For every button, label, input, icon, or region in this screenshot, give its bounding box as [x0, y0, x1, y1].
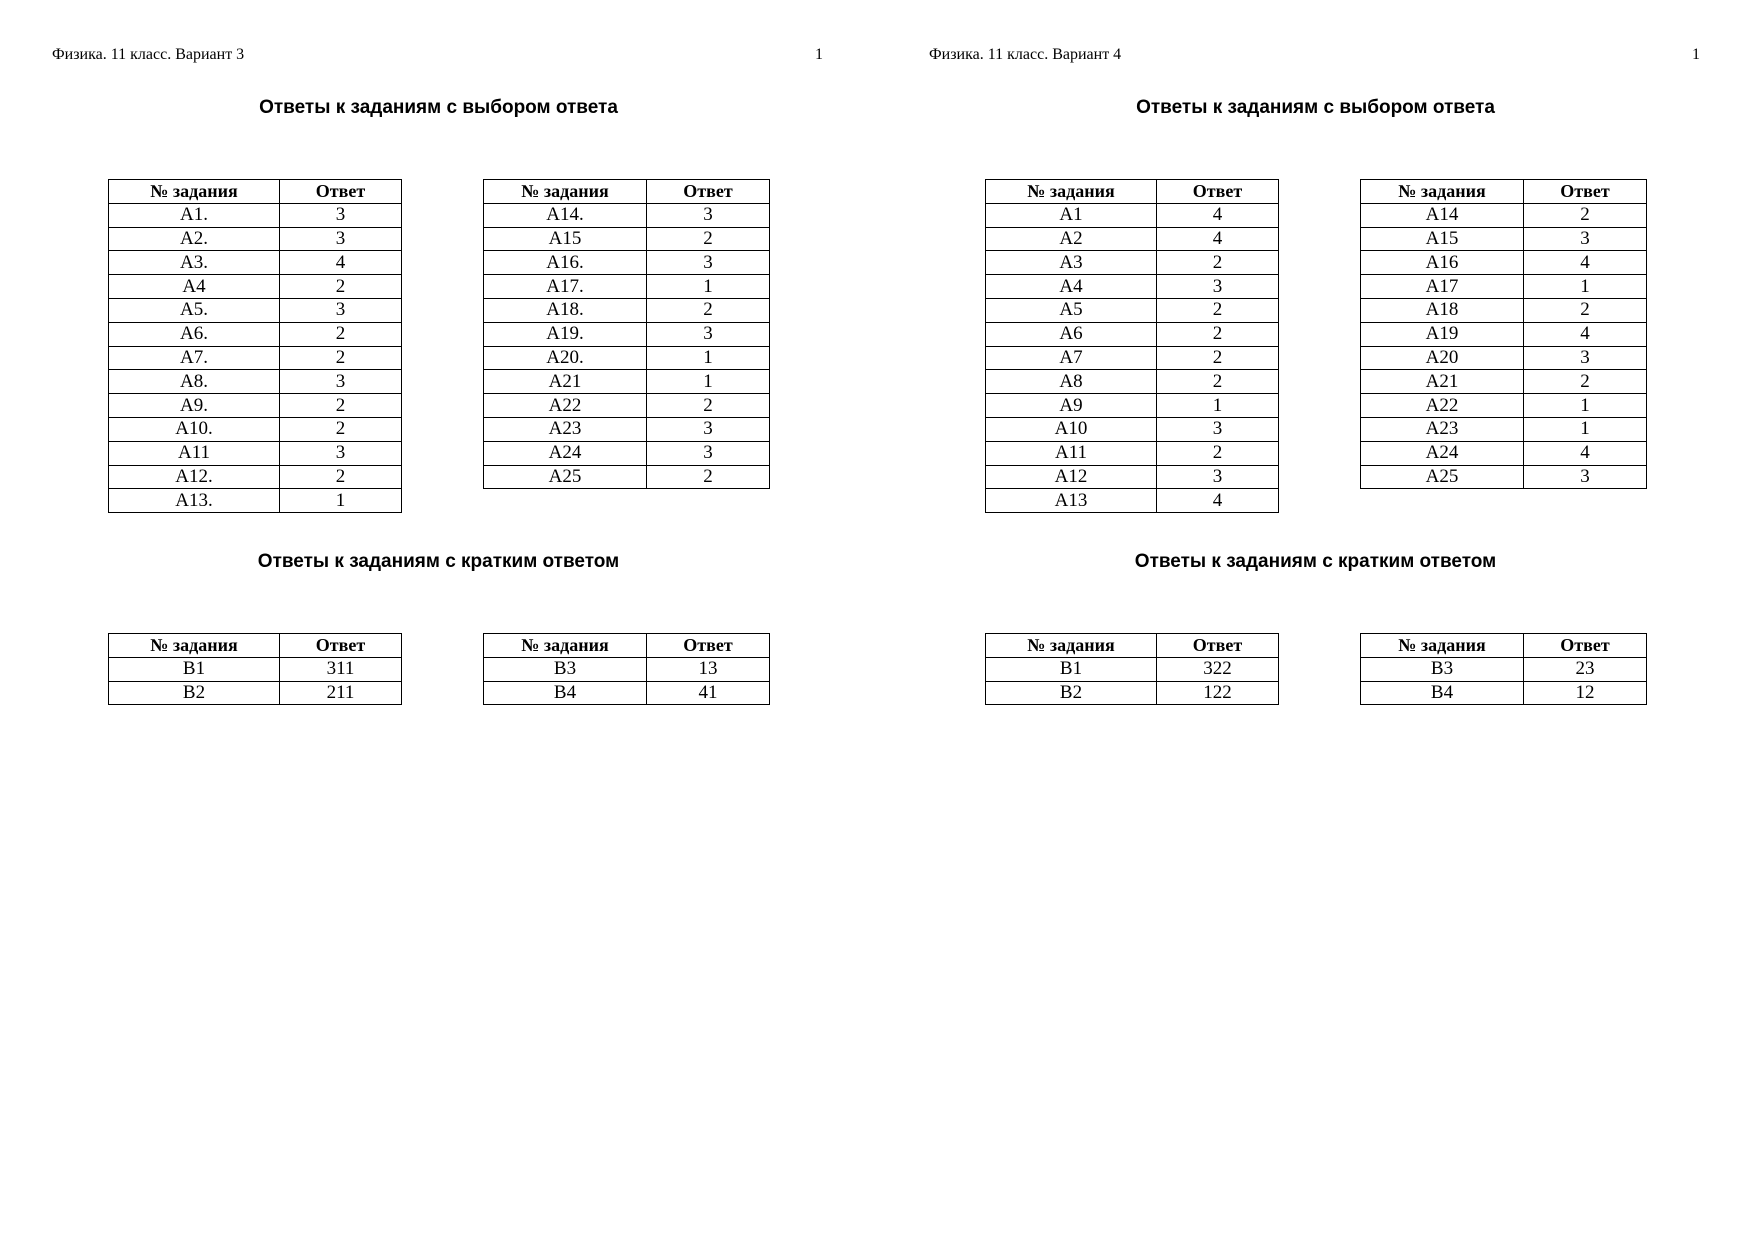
task-number-cell: А21 [1361, 370, 1524, 394]
table-row [109, 298, 402, 322]
table-row [1361, 681, 1647, 705]
answer-cell: 2 [280, 465, 402, 489]
table-row [484, 657, 770, 681]
task-number-cell: А20. [484, 346, 647, 370]
answer-cell: 2 [1157, 251, 1279, 275]
column-header-answer: Ответ [1157, 180, 1279, 204]
table-row [484, 203, 770, 227]
answer-cell: 2 [280, 322, 402, 346]
table-header-row [484, 634, 770, 658]
answer-cell: 2 [1524, 203, 1647, 227]
table-row [1361, 322, 1647, 346]
task-number-cell: А2 [986, 227, 1157, 251]
answers-table-b-part2 [1360, 633, 1647, 705]
task-number-cell: А4 [986, 275, 1157, 299]
answer-cell: 311 [280, 657, 402, 681]
table-row [986, 322, 1279, 346]
answer-cell: 3 [647, 251, 770, 275]
table-row [986, 657, 1279, 681]
column-header-task: № задания [484, 180, 647, 204]
task-number-cell: А15 [484, 227, 647, 251]
table-row [986, 465, 1279, 489]
table-row [109, 417, 402, 441]
column-header-task: № задания [986, 634, 1157, 658]
table-row [1361, 441, 1647, 465]
column-header-task: № задания [109, 634, 280, 658]
column-header-answer: Ответ [280, 634, 402, 658]
column-header-answer: Ответ [1524, 634, 1647, 658]
column-header-task: № задания [1361, 180, 1524, 204]
answer-cell: 3 [1157, 275, 1279, 299]
answers-table-a-part1 [108, 179, 402, 513]
task-number-cell: А19. [484, 322, 647, 346]
table-row [484, 275, 770, 299]
task-number-cell: А25 [484, 465, 647, 489]
column-header-answer: Ответ [1157, 634, 1279, 658]
task-number-cell: А13. [109, 489, 280, 513]
answer-cell: 1 [1524, 275, 1647, 299]
answer-cell: 122 [1157, 681, 1279, 705]
answer-cell: 4 [1524, 251, 1647, 275]
answer-cell: 4 [1157, 227, 1279, 251]
table-row [109, 227, 402, 251]
task-number-cell: А3. [109, 251, 280, 275]
answer-cell: 3 [280, 441, 402, 465]
table-row [484, 394, 770, 418]
answer-cell: 3 [280, 370, 402, 394]
table-row [109, 681, 402, 705]
table-header-row [1361, 634, 1647, 658]
table-row [1361, 227, 1647, 251]
table-row [484, 227, 770, 251]
task-number-cell: А11 [986, 441, 1157, 465]
task-number-cell: А9 [986, 394, 1157, 418]
table-row [1361, 657, 1647, 681]
answer-cell: 2 [647, 298, 770, 322]
table-row [986, 203, 1279, 227]
table-row [109, 465, 402, 489]
table-row [986, 251, 1279, 275]
answer-cell: 3 [1524, 465, 1647, 489]
task-number-cell: А17. [484, 275, 647, 299]
task-number-cell: В4 [484, 681, 647, 705]
answer-cell: 2 [1157, 298, 1279, 322]
task-number-cell: А22 [1361, 394, 1524, 418]
task-number-cell: А18 [1361, 298, 1524, 322]
table-row [109, 275, 402, 299]
answer-cell: 3 [1157, 465, 1279, 489]
answer-cell: 2 [647, 227, 770, 251]
task-number-cell: А8. [109, 370, 280, 394]
task-number-cell: А11 [109, 441, 280, 465]
task-number-cell: А16. [484, 251, 647, 275]
answer-cell: 12 [1524, 681, 1647, 705]
task-number-cell: А7 [986, 346, 1157, 370]
answer-cell: 1 [1157, 394, 1279, 418]
table-row [484, 417, 770, 441]
task-number-cell: А9. [109, 394, 280, 418]
task-number-cell: А2. [109, 227, 280, 251]
table-row [986, 394, 1279, 418]
answers-table-b-part1 [985, 633, 1279, 705]
column-header-answer: Ответ [647, 180, 770, 204]
answers-table-b-part1 [108, 633, 402, 705]
table-row [484, 346, 770, 370]
table-row [986, 441, 1279, 465]
table-row [1361, 394, 1647, 418]
task-number-cell: А14. [484, 203, 647, 227]
table-row [109, 370, 402, 394]
answer-cell: 3 [1157, 417, 1279, 441]
table-row [986, 298, 1279, 322]
table-row [1361, 275, 1647, 299]
task-number-cell: А10. [109, 417, 280, 441]
task-number-cell: А7. [109, 346, 280, 370]
answers-table-b-part2 [483, 633, 770, 705]
answer-cell: 1 [280, 489, 402, 513]
task-number-cell: В3 [484, 657, 647, 681]
section-title-multiple-choice: Ответы к заданиям с выбором ответа [259, 97, 618, 118]
answer-cell: 4 [1524, 322, 1647, 346]
answer-cell: 2 [1157, 346, 1279, 370]
answer-cell: 4 [1524, 441, 1647, 465]
task-number-cell: А23 [1361, 417, 1524, 441]
task-number-cell: А20 [1361, 346, 1524, 370]
task-number-cell: А14 [1361, 203, 1524, 227]
task-number-cell: А23 [484, 417, 647, 441]
task-number-cell: А18. [484, 298, 647, 322]
task-number-cell: В3 [1361, 657, 1524, 681]
task-number-cell: А12. [109, 465, 280, 489]
page-header-title: Физика. 11 класс. Вариант 4 [929, 46, 1122, 63]
table-header-row [484, 180, 770, 204]
task-number-cell: А4 [109, 275, 280, 299]
table-row [484, 322, 770, 346]
table-row [1361, 251, 1647, 275]
task-number-cell: А13 [986, 489, 1157, 513]
table-row [1361, 370, 1647, 394]
table-header-row [109, 634, 402, 658]
column-header-task: № задания [484, 634, 647, 658]
task-number-cell: В2 [986, 681, 1157, 705]
table-row [109, 489, 402, 513]
table-row [484, 298, 770, 322]
table-row [109, 203, 402, 227]
table-row [986, 346, 1279, 370]
table-header-row [986, 634, 1279, 658]
answer-cell: 3 [1524, 346, 1647, 370]
table-row [109, 441, 402, 465]
answer-cell: 1 [647, 275, 770, 299]
page-variant-4 [877, 0, 1754, 1239]
answer-cell: 4 [280, 251, 402, 275]
answer-cell: 2 [647, 465, 770, 489]
table-row [986, 275, 1279, 299]
table-header-row [986, 180, 1279, 204]
task-number-cell: В4 [1361, 681, 1524, 705]
column-header-answer: Ответ [280, 180, 402, 204]
task-number-cell: А5. [109, 298, 280, 322]
table-row [986, 417, 1279, 441]
answer-cell: 2 [1157, 370, 1279, 394]
answer-cell: 3 [647, 203, 770, 227]
answer-cell: 3 [647, 322, 770, 346]
answer-cell: 2 [280, 275, 402, 299]
table-row [109, 346, 402, 370]
answer-cell: 211 [280, 681, 402, 705]
table-row [109, 251, 402, 275]
task-number-cell: А21 [484, 370, 647, 394]
task-number-cell: А1 [986, 203, 1157, 227]
answer-cell: 3 [280, 203, 402, 227]
answer-cell: 1 [647, 370, 770, 394]
task-number-cell: А24 [1361, 441, 1524, 465]
table-row [986, 227, 1279, 251]
task-number-cell: В1 [986, 657, 1157, 681]
task-number-cell: А22 [484, 394, 647, 418]
column-header-answer: Ответ [647, 634, 770, 658]
task-number-cell: А12 [986, 465, 1157, 489]
column-header-answer: Ответ [1524, 180, 1647, 204]
answer-cell: 1 [1524, 417, 1647, 441]
page-header-title: Физика. 11 класс. Вариант 3 [52, 46, 245, 63]
answer-cell: 322 [1157, 657, 1279, 681]
task-number-cell: А6. [109, 322, 280, 346]
table-row [1361, 346, 1647, 370]
page-number: 1 [1692, 46, 1700, 63]
answer-cell: 2 [647, 394, 770, 418]
task-number-cell: В2 [109, 681, 280, 705]
column-header-task: № задания [986, 180, 1157, 204]
task-number-cell: А6 [986, 322, 1157, 346]
table-row [484, 681, 770, 705]
answer-cell: 4 [1157, 203, 1279, 227]
task-number-cell: А8 [986, 370, 1157, 394]
task-number-cell: В1 [109, 657, 280, 681]
task-number-cell: А5 [986, 298, 1157, 322]
table-row [109, 657, 402, 681]
answer-cell: 1 [647, 346, 770, 370]
task-number-cell: А10 [986, 417, 1157, 441]
table-row [484, 441, 770, 465]
column-header-task: № задания [109, 180, 280, 204]
answer-cell: 2 [280, 394, 402, 418]
answer-cell: 2 [1157, 322, 1279, 346]
task-number-cell: А25 [1361, 465, 1524, 489]
answers-table-a-part1 [985, 179, 1279, 513]
task-number-cell: А24 [484, 441, 647, 465]
table-row [484, 370, 770, 394]
table-header-row [109, 180, 402, 204]
answer-cell: 41 [647, 681, 770, 705]
answer-cell: 1 [1524, 394, 1647, 418]
table-row [1361, 298, 1647, 322]
section-title-multiple-choice: Ответы к заданиям с выбором ответа [1136, 97, 1495, 118]
answer-cell: 4 [1157, 489, 1279, 513]
answer-cell: 13 [647, 657, 770, 681]
task-number-cell: А17 [1361, 275, 1524, 299]
table-row [484, 465, 770, 489]
answer-cell: 23 [1524, 657, 1647, 681]
answer-cell: 2 [1524, 298, 1647, 322]
section-title-short-answer: Ответы к заданиям с кратким ответом [257, 551, 620, 572]
table-row [986, 681, 1279, 705]
task-number-cell: А19 [1361, 322, 1524, 346]
task-number-cell: А16 [1361, 251, 1524, 275]
answer-cell: 2 [1157, 441, 1279, 465]
table-row [484, 251, 770, 275]
table-row [986, 370, 1279, 394]
table-row [109, 394, 402, 418]
task-number-cell: А1. [109, 203, 280, 227]
table-row [109, 322, 402, 346]
answer-cell: 2 [1524, 370, 1647, 394]
answer-cell: 2 [280, 417, 402, 441]
table-row [1361, 203, 1647, 227]
table-header-row [1361, 180, 1647, 204]
page-number: 1 [815, 46, 823, 63]
answer-cell: 3 [280, 227, 402, 251]
answer-cell: 2 [280, 346, 402, 370]
table-row [1361, 417, 1647, 441]
table-row [986, 489, 1279, 513]
answers-table-a-part2 [483, 179, 770, 489]
answer-cell: 3 [280, 298, 402, 322]
answer-cell: 3 [1524, 227, 1647, 251]
task-number-cell: А3 [986, 251, 1157, 275]
task-number-cell: А15 [1361, 227, 1524, 251]
section-title-short-answer: Ответы к заданиям с кратким ответом [1134, 551, 1497, 572]
answer-cell: 3 [647, 441, 770, 465]
column-header-task: № задания [1361, 634, 1524, 658]
table-row [1361, 465, 1647, 489]
answer-cell: 3 [647, 417, 770, 441]
answers-table-a-part2 [1360, 179, 1647, 489]
